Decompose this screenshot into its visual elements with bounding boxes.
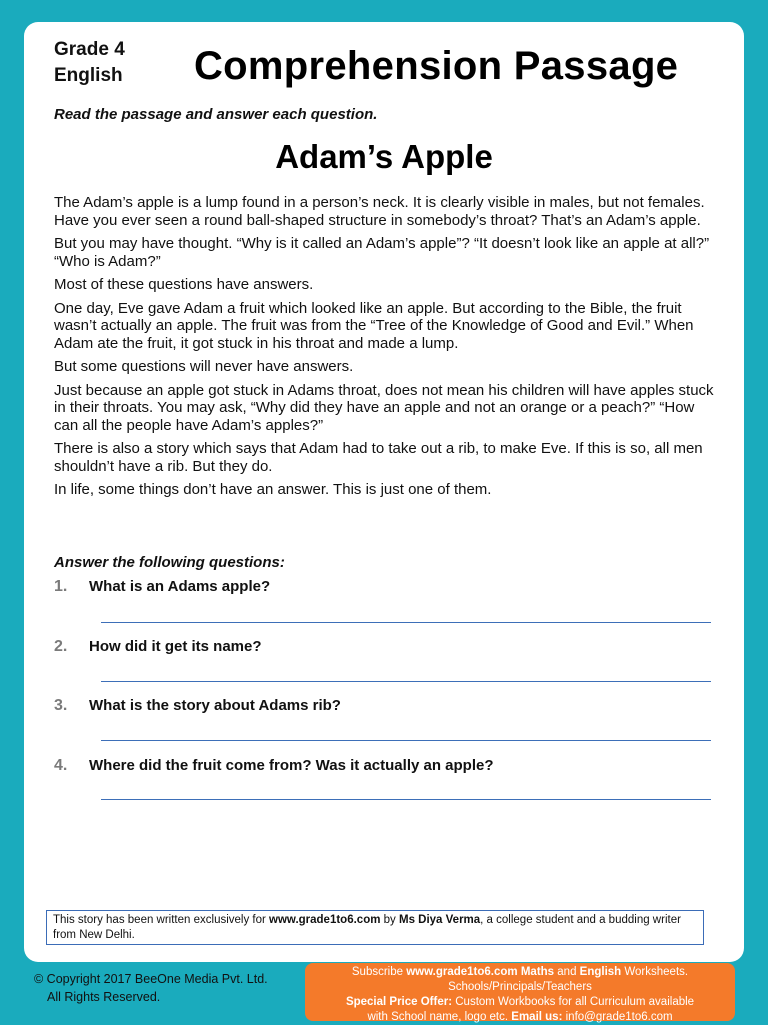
passage-paragraph: But some questions will never have answers.	[54, 358, 354, 375]
question-1	[54, 578, 270, 596]
promo-offer-label: Special Price Offer:	[345, 996, 453, 1008]
answer-line-3[interactable]	[101, 740, 711, 741]
passage-paragraph: But you may have thought. “Why is it called an Adam’s apple”? “It doesn’t look like an apple at all?” “Who is Adam?”	[54, 235, 710, 270]
question-text: What is an Adams apple?	[89, 578, 271, 595]
question-3	[54, 697, 341, 715]
instruction-text: Read the passage and answer each question.	[54, 106, 378, 123]
answer-line-2[interactable]	[101, 681, 711, 682]
passage	[54, 194, 718, 505]
story-title: Adam’s Apple	[275, 138, 493, 175]
credit-author: Ms Diya Verma	[398, 914, 481, 926]
promo-line4-prefix: with School name, logo etc.	[367, 1011, 512, 1023]
questions-heading: Answer the following questions:	[54, 554, 285, 571]
promo-email-label: Email us:	[511, 1011, 563, 1023]
promo-line-3	[305, 995, 735, 1010]
promo-banner	[305, 963, 735, 1021]
passage-paragraph: In life, some things don’t have an answer. This is just one of them.	[54, 481, 492, 498]
promo-english: English	[579, 966, 622, 978]
answer-line-1[interactable]	[101, 622, 711, 623]
question-number: 1.	[54, 578, 68, 595]
author-credit-box	[46, 910, 704, 945]
question-4	[54, 757, 494, 775]
answer-line-4[interactable]	[101, 799, 711, 800]
promo-email[interactable]: info@grade1to6.com	[562, 1011, 673, 1023]
credit-by: by	[380, 914, 399, 926]
passage-paragraph: The Adam’s apple is a lump found in a person’s neck. It is clearly visible in males, but not females. Have you ever seen a round ball-shaped structure in somebody’s throat? That’s an Adam’s apple.	[54, 194, 705, 229]
promo-offer-text: Custom Workbooks for all Curriculum available	[452, 996, 695, 1008]
page-title: Comprehension Passage	[194, 44, 679, 88]
credit-suffix: , a college student and a budding writer from New Delhi.	[53, 914, 681, 941]
passage-paragraph: Just because an apple got stuck in Adams throat, does not mean his children will have apples stuck in their throats. You may ask, “Why did they have an apple and not an orange or a peach?” “How can all the people have Adam’s apples?”	[54, 381, 714, 434]
grade-text: Grade 4	[54, 39, 125, 60]
rights-line: All Rights Reserved.	[47, 990, 161, 1004]
passage-paragraph: One day, Eve gave Adam a fruit which looked like an apple. But according to the Bible, the fruit wasn’t actually an apple. The fruit was from the “Tree of the Knowledge of Good and Evil.” When Adam ate the fruit, it got stuck in his throat and made a lump.	[54, 299, 694, 352]
credit-site-link[interactable]: www.grade1to6.com	[269, 914, 381, 926]
question-number: 2.	[54, 638, 68, 655]
question-text: How did it get its name?	[89, 638, 262, 655]
question-2	[54, 638, 262, 656]
passage-paragraph: Most of these questions have answers.	[54, 276, 314, 293]
copyright-notice	[34, 970, 268, 1006]
passage-paragraph: There is also a story which says that Adam had to take out a rib, to make Eve. If this is so, all men shouldn’t have a rib. But they do.	[54, 440, 703, 475]
question-number: 3.	[54, 697, 68, 714]
promo-maths: Maths	[520, 966, 555, 978]
promo-line-2: Schools/Principals/Teachers	[448, 981, 592, 993]
copyright-line: © Copyright 2017 BeeOne Media Pvt. Ltd.	[34, 972, 268, 986]
credit-prefix: This story has been written exclusively for	[53, 914, 270, 926]
promo-site-link[interactable]: www.grade1to6.com	[406, 966, 518, 978]
promo-worksheets: Worksheets.	[621, 966, 689, 978]
promo-and: and	[554, 966, 580, 978]
grade-label	[54, 37, 125, 89]
question-number: 4.	[54, 757, 68, 774]
question-text: Where did the fruit come from? Was it actually an apple?	[89, 757, 494, 774]
subject-text: English	[54, 65, 123, 86]
promo-line-4	[305, 1010, 735, 1025]
question-text: What is the story about Adams rib?	[89, 697, 341, 714]
promo-subscribe: Subscribe	[351, 966, 407, 978]
promo-line-1	[305, 965, 735, 980]
